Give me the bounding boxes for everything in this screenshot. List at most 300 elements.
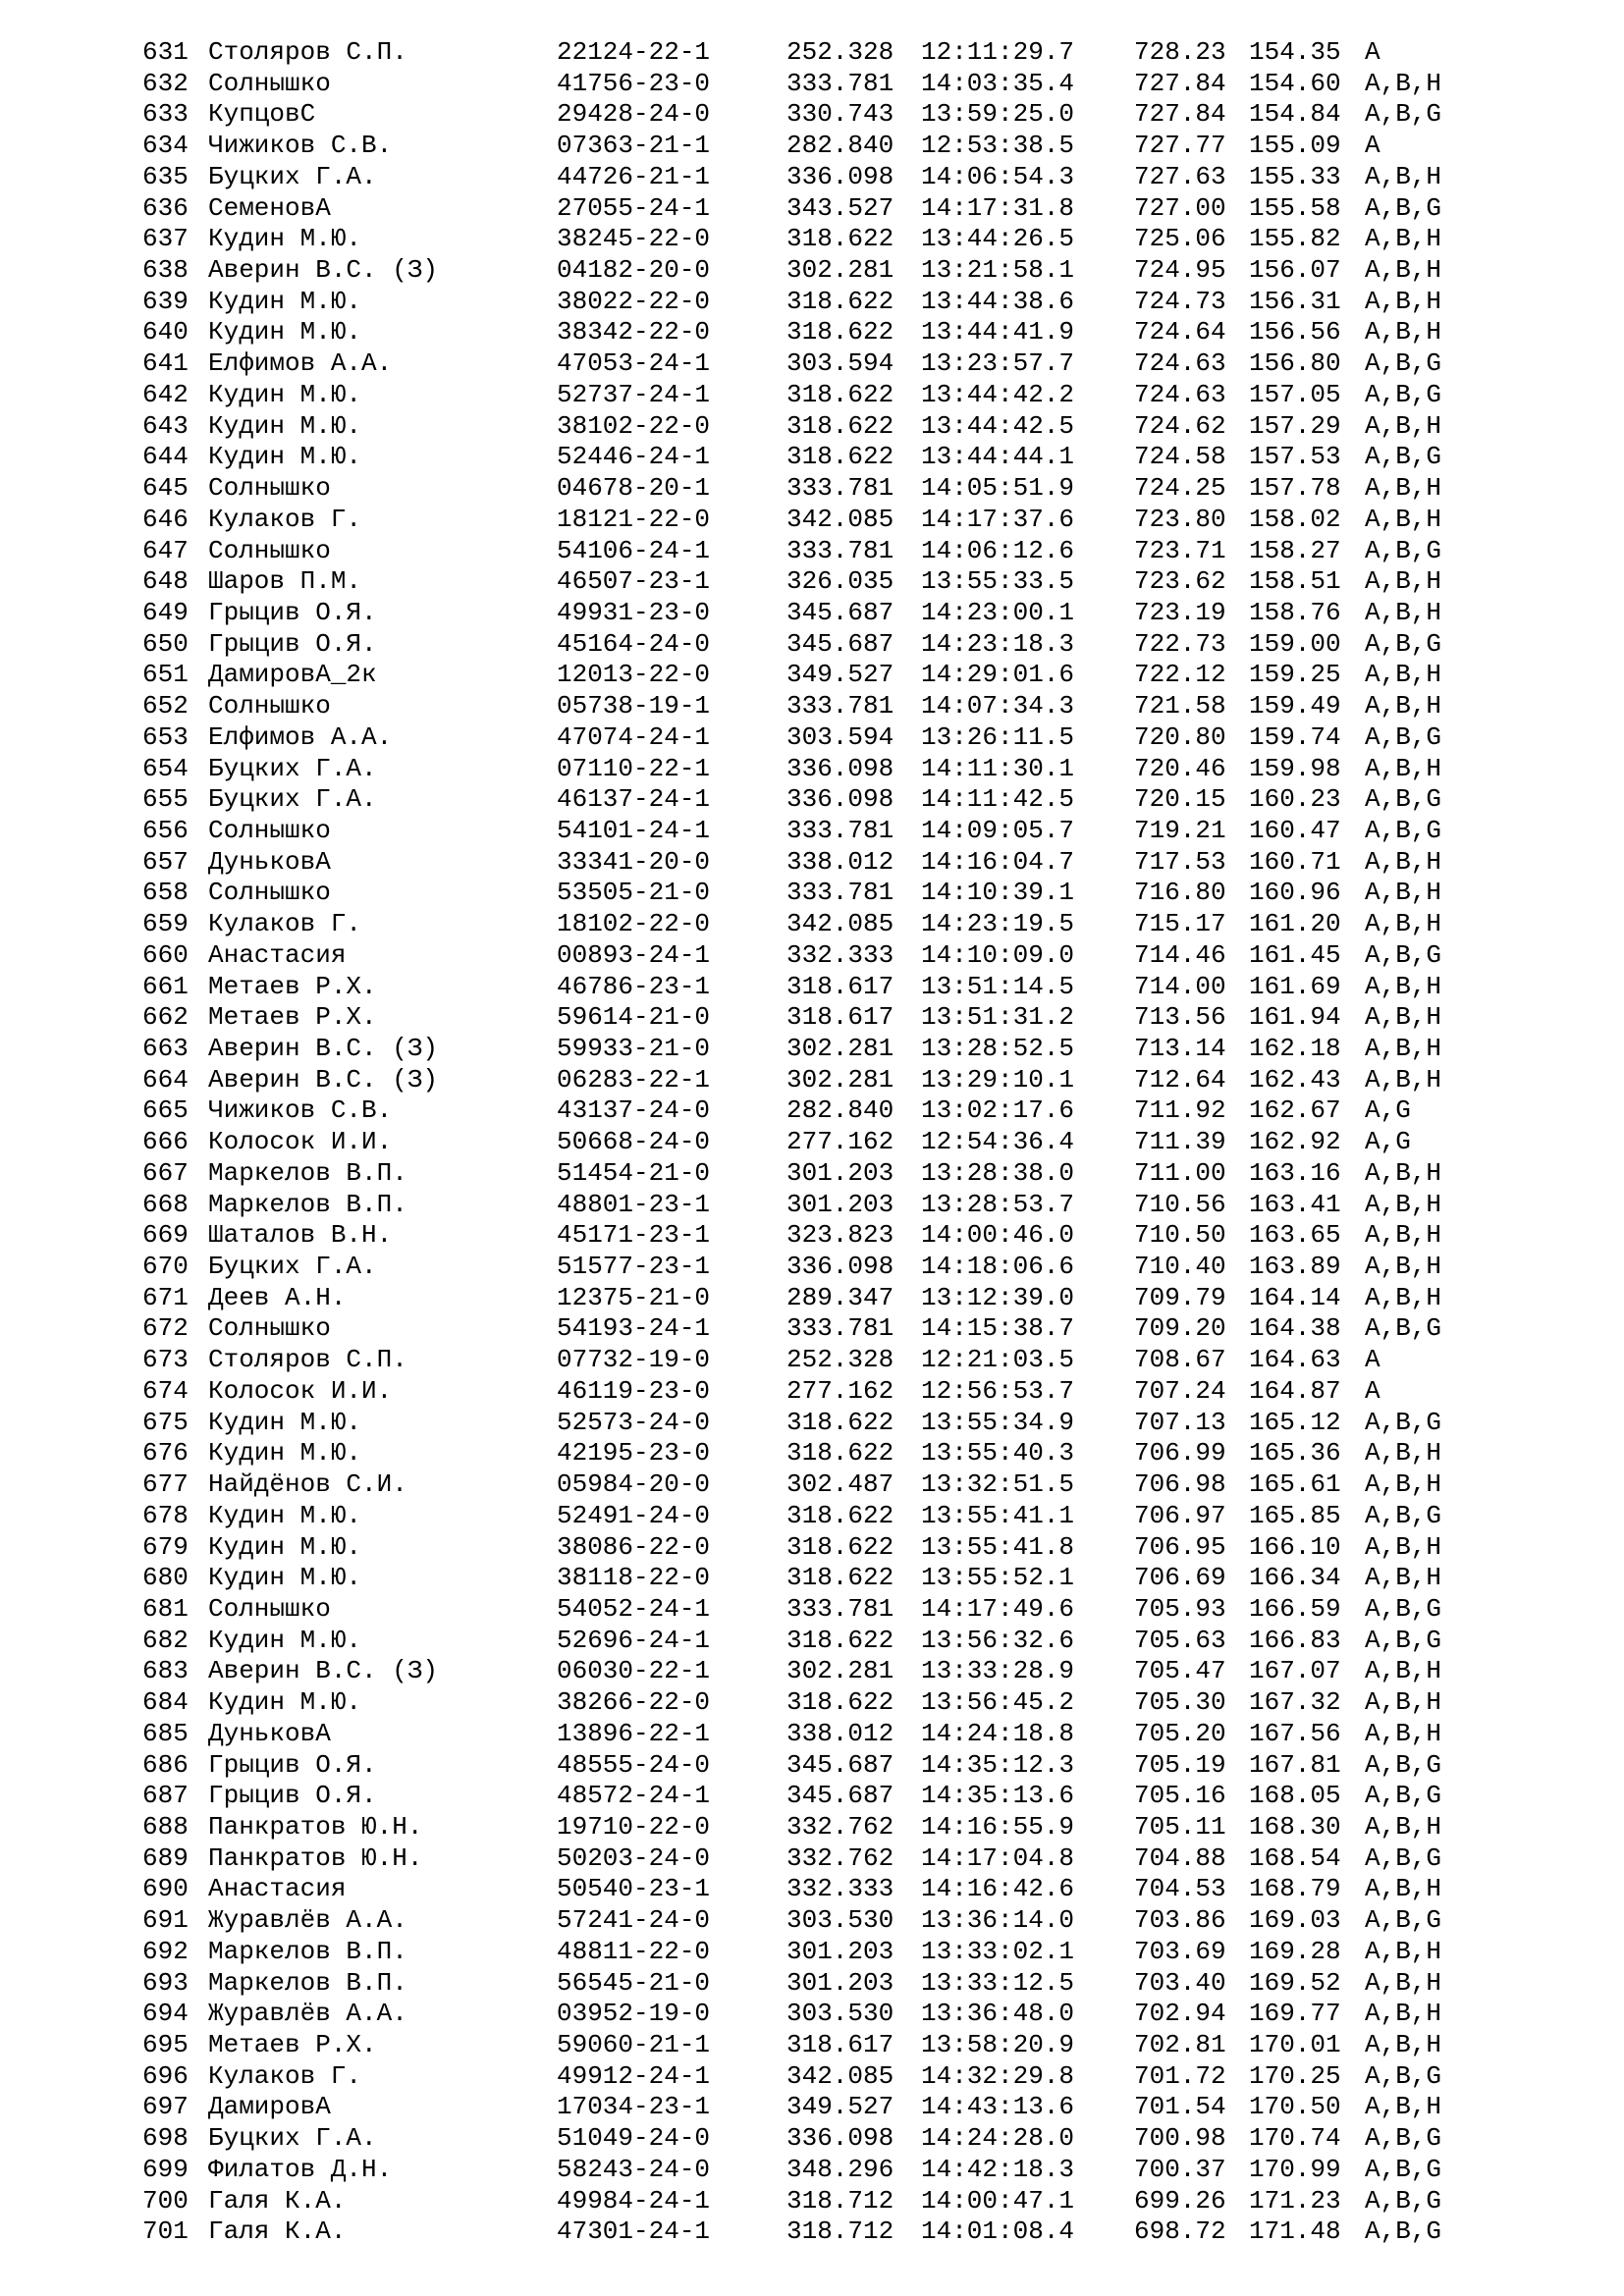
distance: 318.622 [786,1687,894,1718]
coefficient: 167.07 [1249,1656,1341,1686]
ring-number: 13896-22-1 [557,1718,711,1748]
categories: A,B,G [1365,2216,1442,2247]
fancier-name: Елфимов А.А. [208,721,393,752]
fancier-name: Грыцив О.Я. [208,628,377,659]
place: 642 [142,379,189,409]
distance: 302.487 [786,1469,894,1500]
arrival-time: 14:06:12.6 [921,535,1075,565]
distance: 303.530 [786,1905,894,1936]
place: 633 [142,99,189,130]
arrival-time: 13:33:12.5 [921,1967,1075,1998]
distance: 318.712 [786,2185,894,2216]
coefficient: 170.01 [1249,2030,1341,2059]
distance: 318.622 [786,286,894,316]
place: 675 [142,1407,189,1437]
ring-number: 43137-24-0 [557,1095,711,1126]
arrival-time: 14:03:35.4 [921,68,1075,98]
ring-number: 52737-24-1 [557,379,711,409]
coefficient: 161.45 [1249,939,1341,970]
coefficient: 166.10 [1249,1531,1341,1562]
place: 689 [142,1842,189,1873]
categories: A,B,H [1365,1531,1442,1562]
speed: 720.15 [1134,784,1226,815]
fancier-name: Галя К.А. [208,2185,347,2216]
distance: 318.712 [786,2216,894,2247]
speed: 700.37 [1134,2154,1226,2184]
place: 685 [142,1718,189,1748]
arrival-time: 14:23:18.3 [921,628,1075,659]
coefficient: 166.83 [1249,1625,1341,1655]
distance: 332.333 [786,939,894,970]
ring-number: 38266-22-0 [557,1687,711,1718]
place: 694 [142,1999,189,2029]
fancier-name: Буцких Г.А. [208,1252,377,1282]
arrival-time: 12:21:03.5 [921,1345,1075,1375]
coefficient: 154.60 [1249,68,1341,98]
distance: 332.762 [786,1842,894,1873]
arrival-time: 14:17:37.6 [921,504,1075,534]
ring-number: 33341-20-0 [557,846,711,877]
place: 690 [142,1874,189,1904]
categories: A,B,H [1365,1967,1442,1998]
place: 666 [142,1127,189,1157]
speed: 727.84 [1134,68,1226,98]
coefficient: 159.00 [1249,628,1341,659]
speed: 724.73 [1134,286,1226,316]
arrival-time: 14:07:34.3 [921,691,1075,721]
speed: 724.63 [1134,379,1226,409]
arrival-time: 14:16:55.9 [921,1811,1075,1842]
arrival-time: 14:06:54.3 [921,161,1075,191]
categories: A,B,G [1365,192,1442,223]
distance: 345.687 [786,1749,894,1780]
arrival-time: 14:16:42.6 [921,1874,1075,1904]
fancier-name: Кудин М.Ю. [208,1407,362,1437]
arrival-time: 14:01:08.4 [921,2216,1075,2247]
distance: 338.012 [786,1718,894,1748]
place: 651 [142,660,189,690]
categories: A,B,G [1365,2154,1442,2184]
arrival-time: 14:23:00.1 [921,597,1075,627]
place: 644 [142,442,189,472]
ring-number: 57241-24-0 [557,1905,711,1936]
coefficient: 159.25 [1249,660,1341,690]
distance: 302.281 [786,1064,894,1095]
distance: 282.840 [786,131,894,161]
place: 664 [142,1064,189,1095]
place: 663 [142,1034,189,1063]
speed: 708.67 [1134,1345,1226,1375]
coefficient: 161.94 [1249,1002,1341,1033]
categories: A,B,G [1365,442,1442,472]
ring-number: 52573-24-0 [557,1407,711,1437]
speed: 706.95 [1134,1531,1226,1562]
speed: 705.16 [1134,1781,1226,1811]
speed: 724.25 [1134,473,1226,504]
fancier-name: Кулаков Г. [208,504,362,534]
categories: A,B,G [1365,1905,1442,1936]
fancier-name: Солнышко [208,68,331,98]
ring-number: 49912-24-1 [557,2060,711,2091]
distance: 333.781 [786,691,894,721]
categories: A,B,G [1365,1842,1442,1873]
fancier-name: ДуньковА [208,846,331,877]
fancier-name: Аверин В.С. (З) [208,1656,439,1686]
coefficient: 159.74 [1249,721,1341,752]
categories: A,B,G [1365,939,1442,970]
place: 650 [142,628,189,659]
coefficient: 161.20 [1249,909,1341,939]
speed: 722.12 [1134,660,1226,690]
fancier-name: Панкратов Ю.Н. [208,1842,423,1873]
speed: 707.13 [1134,1407,1226,1437]
ring-number: 18121-22-0 [557,504,711,534]
categories: A,B,H [1365,473,1442,504]
coefficient: 168.79 [1249,1874,1341,1904]
speed: 706.69 [1134,1563,1226,1593]
arrival-time: 13:28:53.7 [921,1189,1075,1219]
distance: 303.594 [786,721,894,752]
ring-number: 53505-21-0 [557,878,711,908]
arrival-time: 13:56:45.2 [921,1687,1075,1718]
distance: 332.333 [786,1874,894,1904]
speed: 709.79 [1134,1282,1226,1312]
place: 636 [142,192,189,223]
coefficient: 156.56 [1249,317,1341,347]
speed: 713.56 [1134,1002,1226,1033]
speed: 722.73 [1134,628,1226,659]
place: 670 [142,1252,189,1282]
distance: 302.281 [786,1656,894,1686]
speed: 723.19 [1134,597,1226,627]
fancier-name: Кудин М.Ю. [208,224,362,254]
categories: A,B,H [1365,286,1442,316]
coefficient: 156.31 [1249,286,1341,316]
categories: A,B,H [1365,1469,1442,1500]
fancier-name: Солнышко [208,1313,331,1344]
speed: 706.99 [1134,1438,1226,1468]
place: 661 [142,971,189,1001]
arrival-time: 13:55:41.8 [921,1531,1075,1562]
fancier-name: Кудин М.Ю. [208,1438,362,1468]
ring-number: 58243-24-0 [557,2154,711,2184]
speed: 714.46 [1134,939,1226,970]
arrival-time: 13:23:57.7 [921,348,1075,379]
distance: 318.617 [786,2030,894,2059]
coefficient: 165.61 [1249,1469,1341,1500]
arrival-time: 13:12:39.0 [921,1282,1075,1312]
speed: 714.00 [1134,971,1226,1001]
speed: 725.06 [1134,224,1226,254]
arrival-time: 14:29:01.6 [921,660,1075,690]
speed: 702.81 [1134,2030,1226,2059]
fancier-name: Аверин В.С. (З) [208,1064,439,1095]
coefficient: 168.30 [1249,1811,1341,1842]
distance: 318.622 [786,410,894,441]
fancier-name: Кудин М.Ю. [208,1625,362,1655]
coefficient: 159.98 [1249,753,1341,783]
place: 637 [142,224,189,254]
distance: 318.622 [786,1407,894,1437]
fancier-name: Метаев Р.Х. [208,971,377,1001]
categories: A,B,H [1365,1718,1442,1748]
distance: 336.098 [786,1252,894,1282]
fancier-name: Солнышко [208,815,331,845]
ring-number: 38245-22-0 [557,224,711,254]
place: 668 [142,1189,189,1219]
arrival-time: 13:56:32.6 [921,1625,1075,1655]
fancier-name: Столяров С.П. [208,37,407,67]
fancier-name: Кудин М.Ю. [208,1687,362,1718]
fancier-name: Филатов Д.Н. [208,2154,393,2184]
distance: 333.781 [786,473,894,504]
coefficient: 158.27 [1249,535,1341,565]
fancier-name: Грыцив О.Я. [208,1749,377,1780]
coefficient: 170.50 [1249,2092,1341,2122]
speed: 698.72 [1134,2216,1226,2247]
ring-number: 46786-23-1 [557,971,711,1001]
categories: A,B,G [1365,815,1442,845]
coefficient: 167.56 [1249,1718,1341,1748]
categories: A,B,H [1365,161,1442,191]
place: 687 [142,1781,189,1811]
fancier-name: Буцких Г.А. [208,784,377,815]
ring-number: 05738-19-1 [557,691,711,721]
place: 635 [142,161,189,191]
ring-number: 04678-20-1 [557,473,711,504]
coefficient: 161.69 [1249,971,1341,1001]
speed: 724.58 [1134,442,1226,472]
distance: 318.622 [786,1500,894,1530]
coefficient: 169.77 [1249,1999,1341,2029]
arrival-time: 13:44:38.6 [921,286,1075,316]
ring-number: 56545-21-0 [557,1967,711,1998]
arrival-time: 14:32:29.8 [921,2060,1075,2091]
ring-number: 46137-24-1 [557,784,711,815]
arrival-time: 13:21:58.1 [921,255,1075,286]
categories: A [1365,1345,1380,1375]
categories: A,B,G [1365,1749,1442,1780]
speed: 719.21 [1134,815,1226,845]
place: 698 [142,2123,189,2154]
coefficient: 170.25 [1249,2060,1341,2091]
speed: 727.84 [1134,99,1226,130]
distance: 301.203 [786,1936,894,1966]
categories: A,B,H [1365,1002,1442,1033]
place: 669 [142,1220,189,1251]
distance: 336.098 [786,2123,894,2154]
speed: 705.63 [1134,1625,1226,1655]
distance: 252.328 [786,37,894,67]
arrival-time: 14:11:30.1 [921,753,1075,783]
ring-number: 45164-24-0 [557,628,711,659]
ring-number: 51454-21-0 [557,1157,711,1188]
arrival-time: 14:05:51.9 [921,473,1075,504]
ring-number: 47053-24-1 [557,348,711,379]
distance: 333.781 [786,1313,894,1344]
fancier-name: Шаталов В.Н. [208,1220,393,1251]
distance: 333.781 [786,535,894,565]
categories: A,B,H [1365,1936,1442,1966]
speed: 713.14 [1134,1034,1226,1063]
ring-number: 07110-22-1 [557,753,711,783]
distance: 318.617 [786,971,894,1001]
categories: A,B,G [1365,1593,1442,1624]
speed: 715.17 [1134,909,1226,939]
coefficient: 163.16 [1249,1157,1341,1188]
distance: 318.622 [786,1625,894,1655]
distance: 318.622 [786,442,894,472]
place: 647 [142,535,189,565]
fancier-name: Солнышко [208,691,331,721]
distance: 302.281 [786,1034,894,1063]
coefficient: 165.12 [1249,1407,1341,1437]
ring-number: 05984-20-0 [557,1469,711,1500]
speed: 716.80 [1134,878,1226,908]
place: 641 [142,348,189,379]
distance: 303.594 [786,348,894,379]
arrival-time: 13:02:17.6 [921,1095,1075,1126]
distance: 303.530 [786,1999,894,2029]
categories: A,B,H [1365,1687,1442,1718]
distance: 333.781 [786,68,894,98]
ring-number: 03952-19-0 [557,1999,711,2029]
place: 671 [142,1282,189,1312]
arrival-time: 13:58:20.9 [921,2030,1075,2059]
categories: A,B,H [1365,909,1442,939]
ring-number: 48811-22-0 [557,1936,711,1966]
distance: 336.098 [786,753,894,783]
distance: 318.617 [786,1002,894,1033]
coefficient: 167.81 [1249,1749,1341,1780]
fancier-name: Чижиков С.В. [208,131,393,161]
place: 686 [142,1749,189,1780]
categories: A,B,H [1365,317,1442,347]
coefficient: 162.92 [1249,1127,1341,1157]
fancier-name: Солнышко [208,535,331,565]
arrival-time: 14:24:18.8 [921,1718,1075,1748]
ring-number: 45171-23-1 [557,1220,711,1251]
distance: 301.203 [786,1967,894,1998]
fancier-name: Солнышко [208,1593,331,1624]
ring-number: 52446-24-1 [557,442,711,472]
categories: A,B,H [1365,255,1442,286]
speed: 720.80 [1134,721,1226,752]
categories: A,B,G [1365,628,1442,659]
place: 643 [142,410,189,441]
arrival-time: 13:55:33.5 [921,566,1075,597]
place: 673 [142,1345,189,1375]
arrival-time: 14:17:31.8 [921,192,1075,223]
place: 640 [142,317,189,347]
place: 656 [142,815,189,845]
distance: 342.085 [786,909,894,939]
place: 634 [142,131,189,161]
speed: 720.46 [1134,753,1226,783]
distance: 277.162 [786,1375,894,1406]
ring-number: 48555-24-0 [557,1749,711,1780]
coefficient: 159.49 [1249,691,1341,721]
arrival-time: 13:55:41.1 [921,1500,1075,1530]
distance: 318.622 [786,317,894,347]
arrival-time: 14:15:38.7 [921,1313,1075,1344]
fancier-name: Кулаков Г. [208,909,362,939]
place: 700 [142,2185,189,2216]
categories: A,B,G [1365,1625,1442,1655]
coefficient: 158.02 [1249,504,1341,534]
fancier-name: Буцких Г.А. [208,161,377,191]
fancier-name: Кудин М.Ю. [208,410,362,441]
categories: A,B,H [1365,566,1442,597]
coefficient: 171.48 [1249,2216,1341,2247]
distance: 345.687 [786,628,894,659]
distance: 289.347 [786,1282,894,1312]
arrival-time: 13:59:25.0 [921,99,1075,130]
ring-number: 38086-22-0 [557,1531,711,1562]
place: 697 [142,2092,189,2122]
fancier-name: Колосок И.И. [208,1127,393,1157]
place: 659 [142,909,189,939]
ring-number: 49931-23-0 [557,597,711,627]
speed: 727.63 [1134,161,1226,191]
categories: A,B,H [1365,597,1442,627]
place: 646 [142,504,189,534]
coefficient: 156.80 [1249,348,1341,379]
arrival-time: 14:11:42.5 [921,784,1075,815]
categories: A,B,H [1365,410,1442,441]
categories: A [1365,131,1380,161]
speed: 711.92 [1134,1095,1226,1126]
categories: A,B,H [1365,1220,1442,1251]
place: 639 [142,286,189,316]
speed: 707.24 [1134,1375,1226,1406]
categories: A,B,G [1365,2185,1442,2216]
fancier-name: Метаев Р.Х. [208,2030,377,2059]
arrival-time: 14:17:04.8 [921,1842,1075,1873]
coefficient: 155.58 [1249,192,1341,223]
categories: A,B,H [1365,1034,1442,1063]
fancier-name: Кудин М.Ю. [208,442,362,472]
speed: 728.23 [1134,37,1226,67]
fancier-name: Солнышко [208,878,331,908]
ring-number: 52491-24-0 [557,1500,711,1530]
place: 682 [142,1625,189,1655]
categories: A,B,G [1365,348,1442,379]
ring-number: 47074-24-1 [557,721,711,752]
distance: 318.622 [786,224,894,254]
categories: A,B,G [1365,1781,1442,1811]
ring-number: 19710-22-0 [557,1811,711,1842]
ring-number: 27055-24-1 [557,192,711,223]
place: 649 [142,597,189,627]
coefficient: 156.07 [1249,255,1341,286]
speed: 705.20 [1134,1718,1226,1748]
distance: 345.687 [786,597,894,627]
coefficient: 168.05 [1249,1781,1341,1811]
distance: 336.098 [786,784,894,815]
categories: A,B,H [1365,1563,1442,1593]
fancier-name: Кудин М.Ю. [208,1563,362,1593]
speed: 710.56 [1134,1189,1226,1219]
ring-number: 48801-23-1 [557,1189,711,1219]
coefficient: 157.29 [1249,410,1341,441]
ring-number: 41756-23-0 [557,68,711,98]
speed: 712.64 [1134,1064,1226,1095]
speed: 711.39 [1134,1127,1226,1157]
fancier-name: Кудин М.Ю. [208,1500,362,1530]
coefficient: 163.41 [1249,1189,1341,1219]
place: 660 [142,939,189,970]
